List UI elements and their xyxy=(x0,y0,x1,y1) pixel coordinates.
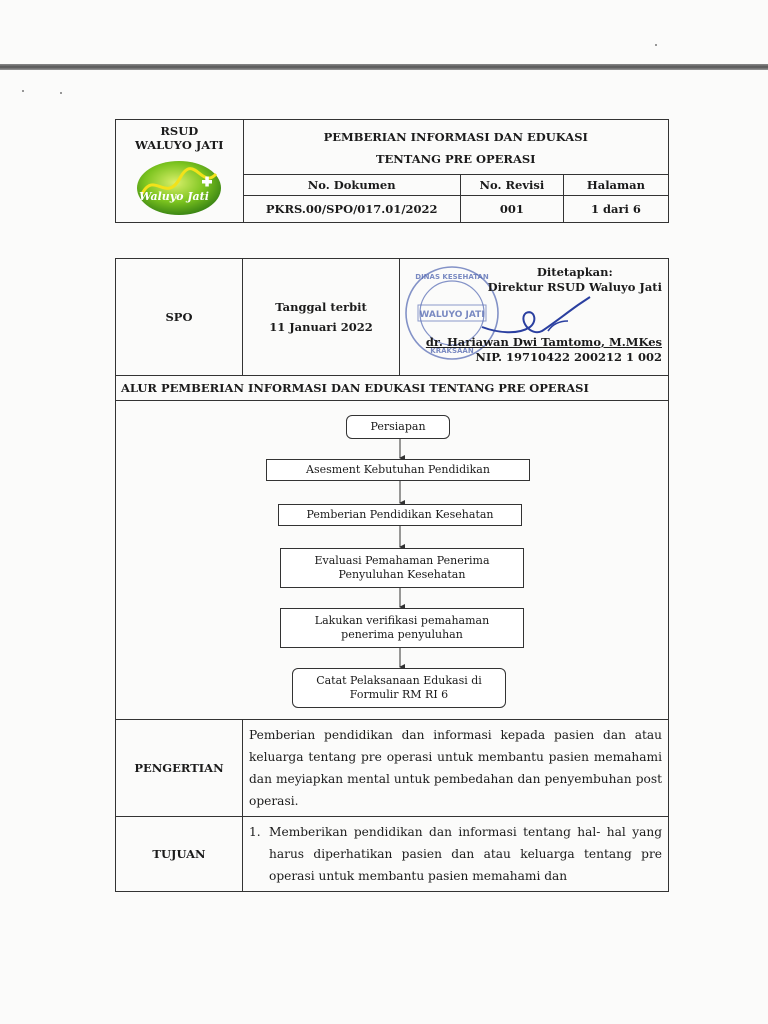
flow-step-verifikasi-line1: Lakukan verifikasi pemahaman xyxy=(314,614,490,627)
title-line2: TENTANG PRE OPERASI xyxy=(375,152,536,166)
hospital-logo-icon xyxy=(136,160,222,216)
document-title xyxy=(243,120,668,175)
svg-text:DINAS KESEHATAN: DINAS KESEHATAN xyxy=(415,273,489,281)
flow-step-catat xyxy=(292,668,506,708)
flowchart xyxy=(116,401,669,720)
hospital-name-line2: WALUYO JATI xyxy=(135,138,224,152)
tujuan-content xyxy=(243,817,669,892)
flow-step-catat-line2: Formulir RM RI 6 xyxy=(349,688,449,701)
tujuan-item xyxy=(249,821,662,887)
document-header-table xyxy=(115,119,669,223)
issue-date-value: 11 Januari 2022 xyxy=(269,320,373,334)
pengertian-text: Pemberian pendidikan dan informasi kepada pasien dan atau keluarga tentang pre operasi untuk membantu pasien memahami dan meyiapkan mental untuk pembedahan dan penyembuhan post operasi. xyxy=(243,720,669,817)
scan-speck xyxy=(22,90,24,92)
tujuan-item-text: Memberikan pendidikan dan informasi tentang hal- hal yang harus diperhatikan pasien dan atau keluarga tentang pre operasi untuk membantu pasien memahami dan xyxy=(269,825,662,883)
flow-step-persiapan: Persiapan xyxy=(346,415,450,439)
flow-heading: ALUR PEMBERIAN INFORMASI DAN EDUKASI TENTANG PRE OPERASI xyxy=(116,376,669,401)
spo-table xyxy=(115,258,669,892)
director-identity xyxy=(426,335,662,365)
svg-text:KRAKSAAN: KRAKSAAN xyxy=(430,347,474,355)
doc-number-label: No. Dokumen xyxy=(243,175,460,196)
page-label: Halaman xyxy=(563,175,668,196)
page-top-edge xyxy=(0,64,768,70)
flow-step-evaluasi-line2: Penyuluhan Kesehatan xyxy=(338,568,466,581)
director-title: Direktur RSUD Waluyo Jati xyxy=(487,280,662,294)
director-nip: NIP. 19710422 200212 1 002 xyxy=(475,350,662,364)
approval-label: Ditetapkan: xyxy=(536,265,613,279)
issue-date-cell xyxy=(243,259,400,376)
doc-number-value: PKRS.00/SPO/017.01/2022 xyxy=(243,196,460,223)
flow-step-verifikasi xyxy=(280,608,524,648)
spo-label: SPO xyxy=(116,259,243,376)
flow-step-asesment: Asesment Kebutuhan Pendidikan xyxy=(266,459,530,481)
flow-step-catat-line1: Catat Pelaksanaan Edukasi di xyxy=(316,674,482,687)
flow-step-evaluasi xyxy=(280,548,524,588)
tujuan-item-number: 1. xyxy=(249,825,261,839)
scan-speck xyxy=(60,92,62,94)
approval-cell xyxy=(400,259,669,376)
revision-value: 001 xyxy=(460,196,563,223)
issue-date-label: Tanggal terbit xyxy=(275,300,367,314)
scan-speck xyxy=(655,44,657,46)
pengertian-label: PENGERTIAN xyxy=(116,720,243,817)
hospital-name-line1: RSUD xyxy=(160,124,199,138)
approval-heading xyxy=(488,265,662,295)
hospital-name xyxy=(116,124,243,152)
svg-text:WALUYO JATI: WALUYO JATI xyxy=(419,310,485,320)
flow-step-verifikasi-line2: penerima penyuluhan xyxy=(341,628,463,641)
title-line1: PEMBERIAN INFORMASI DAN EDUKASI xyxy=(323,130,588,144)
flow-step-pemberian: Pemberian Pendidikan Kesehatan xyxy=(278,504,522,526)
hospital-logo xyxy=(136,160,222,216)
page-value: 1 dari 6 xyxy=(563,196,668,223)
svg-text:Waluyo Jati: Waluyo Jati xyxy=(139,190,210,203)
flow-step-evaluasi-line1: Evaluasi Pemahaman Penerima xyxy=(314,554,490,567)
revision-label: No. Revisi xyxy=(460,175,563,196)
director-name: dr. Hariawan Dwi Tamtomo, M.MKes xyxy=(425,335,662,349)
hospital-logo-cell xyxy=(116,120,244,223)
tujuan-label: TUJUAN xyxy=(116,817,243,892)
